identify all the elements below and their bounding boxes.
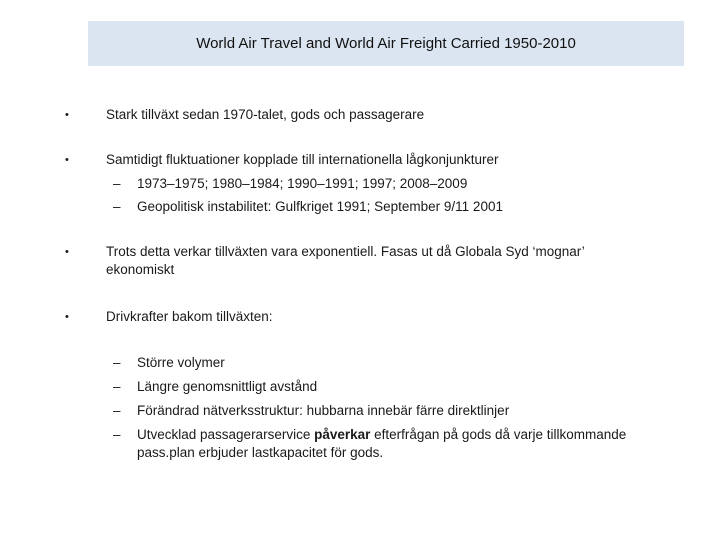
sub-dash: – — [113, 355, 121, 370]
bullet-marker: • — [65, 311, 69, 323]
bullet-3-line-1: Trots detta verkar tillväxten vara exponentiell. Fasas ut då Globala Syd ‘mognar’ — [106, 244, 585, 259]
bullet-4-sub-4-line-2: pass.plan erbjuder lastkapacitet för gods. — [137, 445, 384, 460]
sub-dash: – — [113, 427, 121, 442]
slide-title-box — [88, 21, 684, 66]
bullet-4-sub-1: Större volymer — [137, 355, 225, 370]
bullet-3-line-2: ekonomiskt — [106, 262, 175, 277]
bullet-2-text: Samtidigt fluktuationer kopplade till internationella lågkonjunkturer — [106, 152, 499, 167]
sub-dash: – — [113, 199, 121, 214]
sub-dash: – — [113, 176, 121, 191]
bullet-2-sub-2: Geopolitisk instabilitet: Gulfkriget 1991; September 9/11 2001 — [137, 199, 503, 214]
bullet-4-text: Drivkrafter bakom tillväxten: — [106, 309, 273, 324]
bullet-2-sub-1: 1973–1975; 1980–1984; 1990–1991; 1997; 2008–2009 — [137, 176, 468, 191]
slide-title: World Air Travel and World Air Freight Carried 1950-2010 — [196, 35, 576, 52]
bullet-marker: • — [65, 246, 69, 258]
sub-4-pre: Utvecklad passagerarservice — [137, 427, 315, 442]
bullet-marker: • — [65, 154, 69, 166]
sub-dash: – — [113, 379, 121, 394]
sub-4-post: efterfrågan på gods då varje tillkommande — [370, 427, 627, 442]
bullet-marker: • — [65, 109, 69, 121]
sub-dash: – — [113, 403, 121, 418]
bullet-4-sub-3: Förändrad nätverksstruktur: hubbarna innebär färre direktlinjer — [137, 403, 510, 418]
bullet-4-sub-4-line-1 — [137, 426, 626, 444]
bullet-4-sub-2: Längre genomsnittligt avstånd — [137, 379, 318, 394]
sub-4-bold: påverkar — [314, 427, 371, 442]
bullet-1-text: Stark tillväxt sedan 1970-talet, gods och passagerare — [106, 107, 425, 122]
